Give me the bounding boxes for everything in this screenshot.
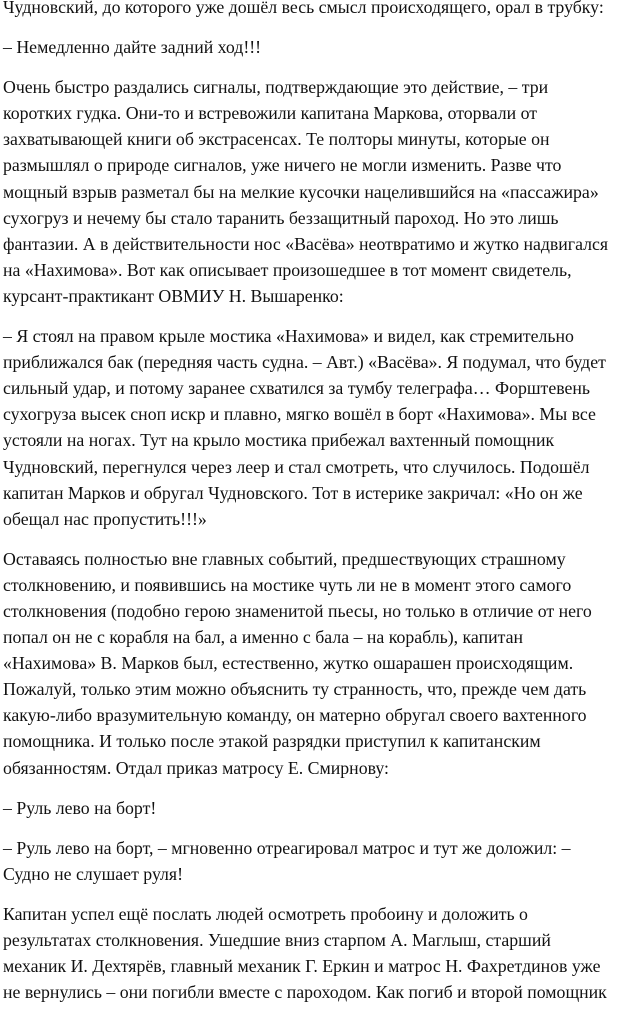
paragraph: Оставаясь полностью вне главных событий, предшествующих страшному столкновению, и появившись на мостике чуть ли не в момент этого самого столкновения (подобно герою знаменитой пьесы, но только в отличие от него попал он не с корабля на бал, а именно с бала – на корабль), капитан «Нахимова» В. Марков был, естественно, жутко ошарашен происходящим. Пожалуй, только этим можно объяснить ту странность, что, прежде чем дать какую-либо вразумительную команду, он матерно обругал своего вахтенного помощника. И только после этакой разрядки приступил к капитанским обязанностям. Отдал приказ матросу Е. Смирнову: — [3, 548, 592, 778]
paragraph: – Руль лево на борт! — [3, 797, 157, 818]
paragraph: – Немедленно дайте задний ход!!! — [3, 37, 262, 58]
paragraph: – Я стоял на правом крыле мостика «Нахимова» и видел, как стремительно приближался бак (передняя часть судна. – Авт.) «Васёва». Я подумал, что будет сильный удар, и потому заранее схватился за тумбу телеграфа… Форштевень сухогруза высек сноп искр и плавно, мягко вошёл в борт «Нахимова». Мы все устояли на ногах. Тут на крыло мостика прибежал вахтенный помощник Чудновский, перегнулся через леер и стал смотреть, что случилось. Подошёл капитан Марков и обругал Чудновского. Тот в истерике закричал: «Но он же обещал нас пропустить!!!» — [3, 326, 606, 529]
paragraph: Капитан успел ещё послать людей осмотреть пробоину и доложить о результатах столкновения. Ушедшие вниз старпом А. Маглыш, старший механик И. Дехтярёв, главный механик Г. Еркин и матрос Н. Фахретдинов уже не вернулись – они погибли вместе с пароходом. Как погиб и второй помощник — [3, 903, 607, 1003]
paragraph: – Руль лево на борт, – мгновенно отреагировал матрос и тут же доложил: – Судно не слушает руля! — [3, 837, 571, 884]
paragraph: Очень быстро раздались сигналы, подтверждающие это действие, – три коротких гудка. Они-то и встревожили капитана Маркова, оторвали от захватывающей книги об экстрасенсах. Те полторы минуты, которые он размышлял о природе сигналов, уже ничего не могли изменить. Разве что мощный взрыв разметал бы на мелкие кусочки нацелившийся на «пассажира» сухогруз и нечему бы стало таранить беззащитный пароход. Но это лишь фантазии. А в действительности нос «Васёва» неотвратимо и жутко надвигался на «Нахимова». Вот как описывает произошедшее в тот момент свидетель, курсант-практикант ОВМИУ Н. Вышаренко: — [3, 77, 609, 306]
paragraph: Чудновский, до которого уже дошёл весь смысл происходящего, орал в трубку: — [3, 0, 604, 17]
